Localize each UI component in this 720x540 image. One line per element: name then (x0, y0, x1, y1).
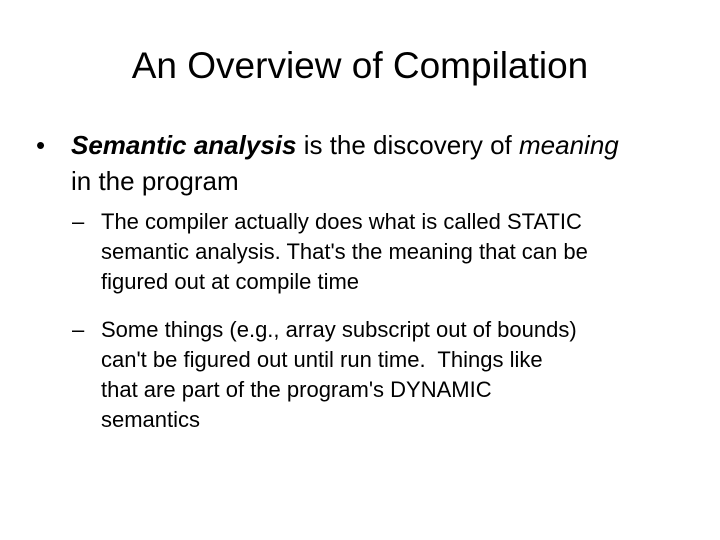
sub-bullet-line: The compiler actually does what is called STATIC (101, 209, 582, 234)
emphasis-semantic-analysis: Semantic analysis (71, 130, 297, 160)
bullet-marker: • (36, 130, 46, 160)
sub-bullet-marker: – (72, 317, 85, 342)
bullet-text-plain: is the discovery of (296, 130, 520, 160)
sub-bullet-text (101, 207, 671, 297)
bullet-semantic-analysis (36, 127, 696, 199)
sub-bullet-line: that are part of the program's DYNAMIC (101, 377, 492, 402)
sub-bullet-line: Some things (e.g., array subscript out of bounds) (101, 317, 577, 342)
sub-bullet-text (101, 315, 671, 435)
emphasis-meaning: meaning (519, 130, 619, 160)
sub-bullet-dynamic (72, 315, 672, 435)
slide-title: An Overview of Compilation (131, 45, 589, 86)
sub-bullet-line: figured out at compile time (101, 269, 360, 294)
sub-bullet-static (72, 207, 672, 297)
bullet-text (71, 127, 691, 199)
sub-bullet-line: semantic analysis. That's the meaning that can be (101, 239, 588, 264)
sub-bullet-marker: – (72, 209, 85, 234)
bullet-line-2: in the program (71, 166, 239, 196)
sub-bullet-line: can't be figured out until run time. Things like (101, 347, 543, 372)
bullet-line-1 (71, 127, 691, 163)
sub-bullet-line: semantics (101, 407, 201, 432)
